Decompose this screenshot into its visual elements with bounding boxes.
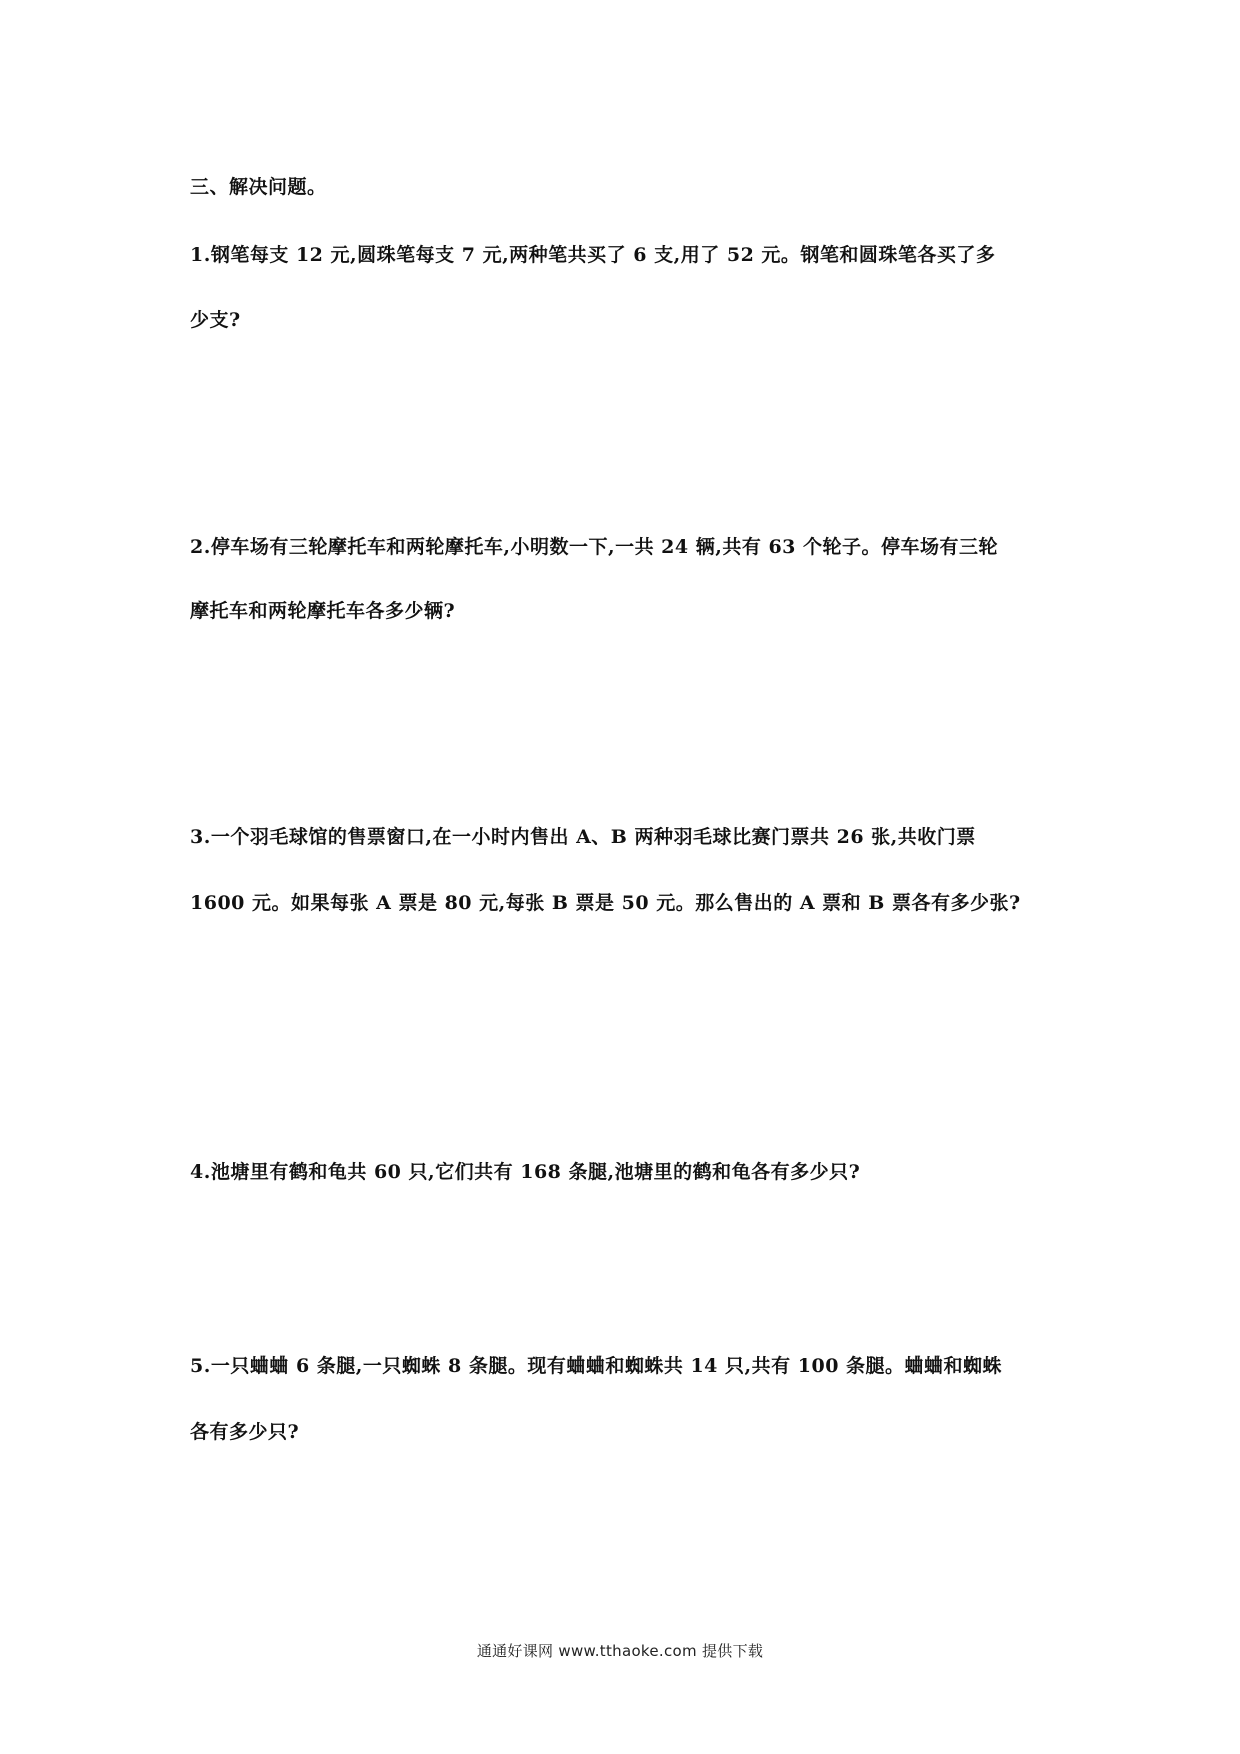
question-1-line-2: 少支? (190, 309, 241, 331)
question-2-line-2: 摩托车和两轮摩托车各多少辆? (190, 600, 456, 622)
question-3-line-1: 3.一个羽毛球馆的售票窗口,在一小时内售出 A、B 两种羽毛球比赛门票共 26 张,共收门票 (190, 826, 976, 848)
question-5-line-1: 5.一只蛐蛐 6 条腿,一只蜘蛛 8 条腿。现有蛐蛐和蜘蛛共 14 只,共有 100 条腿。蛐蛐和蜘蛛 (190, 1355, 1003, 1377)
section-title: 三、解决问题。 (190, 176, 327, 198)
question-1-line-1: 1.钢笔每支 12 元,圆珠笔每支 7 元,两种笔共买了 6 支,用了 52 元。钢笔和圆珠笔各买了多 (190, 244, 996, 266)
question-5-line-2: 各有多少只? (190, 1421, 300, 1443)
question-3-line-2: 1600 元。如果每张 A 票是 80 元,每张 B 票是 50 元。那么售出的 A 票和 B 票各有多少张? (190, 892, 1021, 914)
page-footer: 通通好课网 www.tthaoke.com 提供下载 (476, 1642, 764, 1660)
question-2-line-1: 2.停车场有三轮摩托车和两轮摩托车,小明数一下,一共 24 辆,共有 63 个轮子。停车场有三轮 (190, 536, 999, 558)
question-4-line-1: 4.池塘里有鹤和龟共 60 只,它们共有 168 条腿,池塘里的鹤和龟各有多少只? (190, 1161, 861, 1183)
